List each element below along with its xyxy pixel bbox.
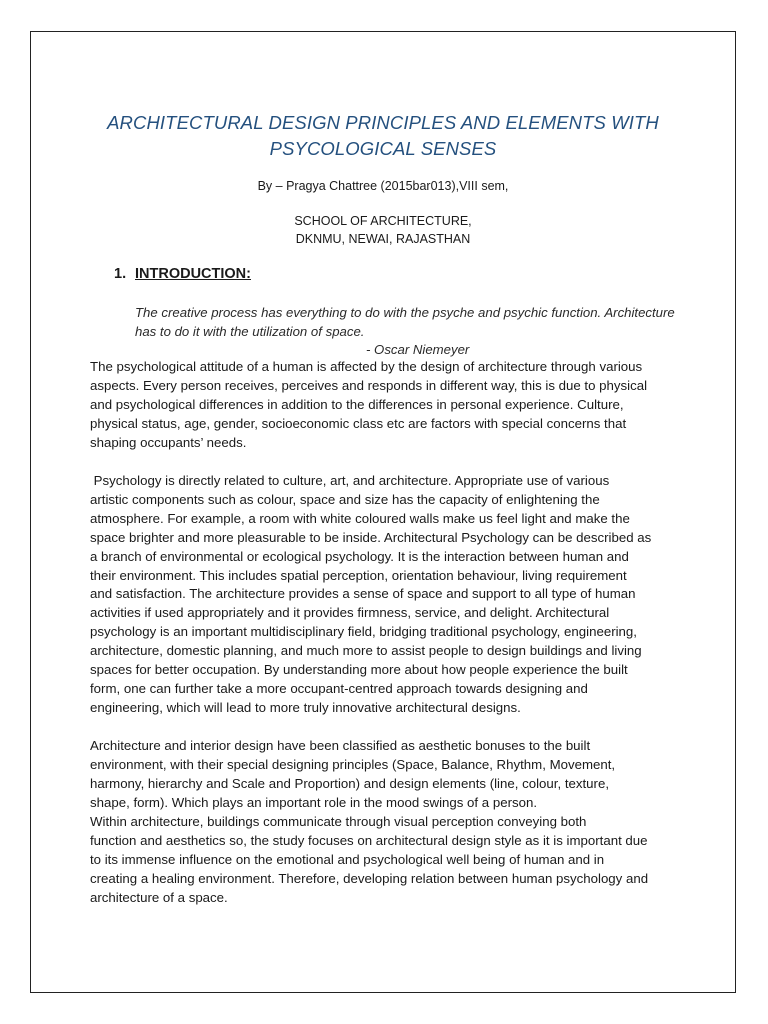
paragraph-line: form, one can further take a more occupant-centred approach towards designing and xyxy=(90,680,588,696)
paragraph-line: and satisfaction. The architecture provides a sense of space and support to all type of human xyxy=(90,586,636,602)
paragraph-line: engineering, which will lead to more truly innovative architectural designs. xyxy=(90,699,521,715)
paragraph-line: aspects. Every person receives, perceives and responds in different way, this is due to physical xyxy=(90,377,648,393)
quote-author: - Oscar Niemeyer xyxy=(366,342,470,357)
paragraph-line: environment, with their special designing principles (Space, Balance, Rhythm, Movement, xyxy=(90,756,616,772)
paragraph-line: atmosphere. For example, a room with white coloured walls make us feel light and make the xyxy=(90,510,630,526)
section-number: 1. xyxy=(114,266,127,282)
institution-line-2: DKNMU, NEWAI, RAJASTHAN xyxy=(295,232,471,246)
paragraph-line: space brighter and more pleasurable to be inside. Architectural Psychology can be described as xyxy=(90,529,652,545)
paragraph-psychology-culture xyxy=(90,472,696,718)
paragraph-visual-perception xyxy=(90,813,696,908)
paragraph-line: shaping occupants’ needs. xyxy=(90,434,247,450)
paragraph-line: a branch of environmental or ecological psychology. It is the interaction between human and xyxy=(90,548,629,564)
paragraph-line: The psychological attitude of a human is affected by the design of architecture through various xyxy=(90,359,643,374)
institution-block xyxy=(60,212,706,248)
paragraph-line: shape, form). Which plays an important role in the mood swings of a person. xyxy=(90,794,538,810)
paragraph-line: to its immense influence on the emotional and psychological well being of human and in xyxy=(90,851,605,867)
paragraph-design-principles xyxy=(90,737,696,813)
paragraph-line: creating a healing environment. Therefore, developing relation between human psychology and xyxy=(90,870,649,886)
title-line-1: ARCHITECTURAL DESIGN PRINCIPLES AND ELEMENTS WITH xyxy=(107,112,659,133)
paragraph-line: activities if used appropriately and it provides firmness, service, and delight. Architectural xyxy=(90,605,610,621)
paragraph-line: psychology is an important multidisciplinary field, bridging traditional psychology, engineering, xyxy=(90,624,637,640)
paragraph-line: and psychological differences in addition to the differences in personal experience. Culture, xyxy=(90,396,624,412)
paragraph-line: spaces for better occupation. By understanding more about how people experience the built xyxy=(90,662,628,678)
paragraph-line: artistic components such as colour, space and size has the capacity of enlightening the xyxy=(90,491,600,507)
paragraph-psychological-attitude xyxy=(90,358,696,453)
section-heading-introduction xyxy=(114,265,251,283)
paragraph-line: function and aesthetics so, the study focuses on architectural design style as it is important due xyxy=(90,832,648,848)
quote-line-2: has to do it with the utilization of space. xyxy=(135,323,365,339)
paragraph-line: Within architecture, buildings communicate through visual perception conveying both xyxy=(90,814,587,829)
paragraph-line: architecture, domestic planning, and much more to assist people to design buildings and living xyxy=(90,643,642,659)
section-label: INTRODUCTION: xyxy=(135,266,251,282)
paragraph-line: physical status, age, gender, socioeconomic class etc are factors with special concerns that xyxy=(90,415,627,431)
quote-line-1: The creative process has everything to do with the psyche and psychic function. Architecture xyxy=(135,305,675,320)
paragraph-line: Psychology is directly related to culture, art, and architecture. Appropriate use of various xyxy=(90,473,610,488)
institution-line-1: SCHOOL OF ARCHITECTURE, xyxy=(294,214,472,228)
paragraph-line: Architecture and interior design have been classified as aesthetic bonuses to the built xyxy=(90,738,591,753)
paragraph-line: harmony, hierarchy and Scale and Proportion) and design elements (line, colour, texture, xyxy=(90,775,610,791)
author-byline: By – Pragya Chattree (2015bar013),VIII sem, xyxy=(257,179,509,193)
document-title xyxy=(60,110,706,162)
paragraph-line: their environment. This includes spatial perception, orientation behaviour, living requirement xyxy=(90,567,627,583)
epigraph-quote xyxy=(135,304,687,341)
title-line-2: PSYCOLOGICAL SENSES xyxy=(269,138,497,159)
paragraph-line: architecture of a space. xyxy=(90,889,228,905)
